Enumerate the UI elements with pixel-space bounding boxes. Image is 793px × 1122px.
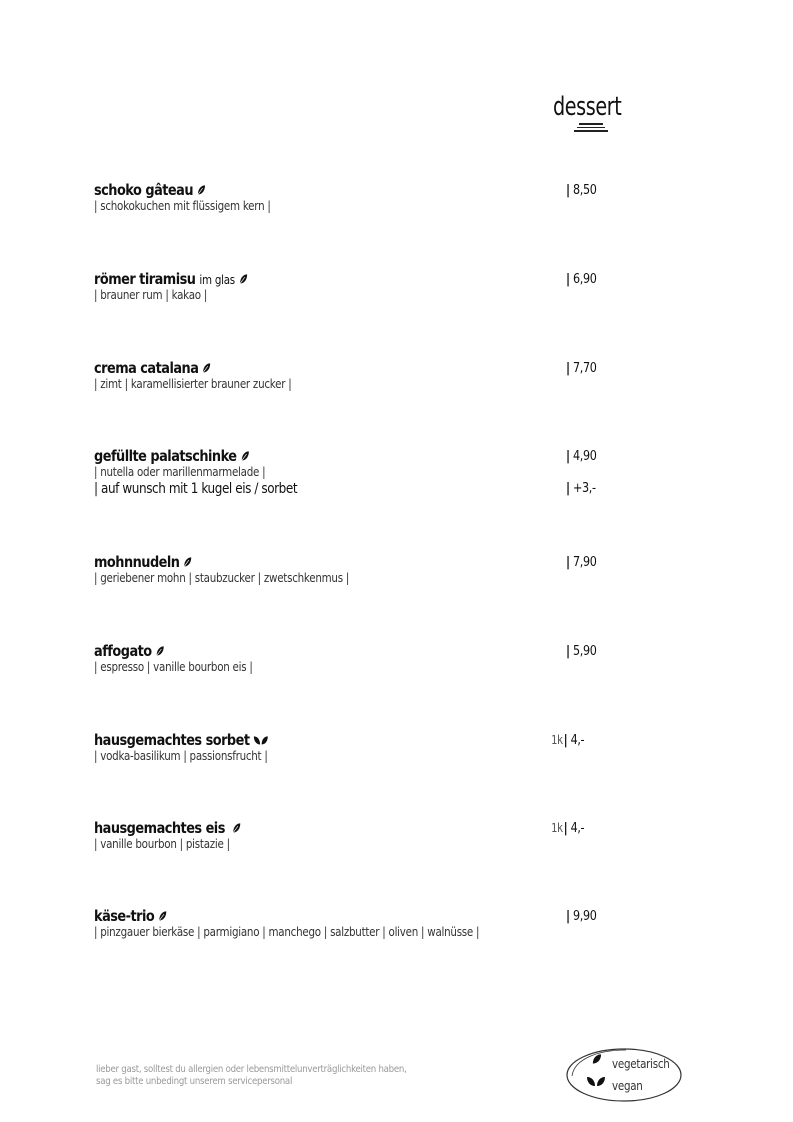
item-price: | 6,90 [566,272,597,287]
menu-item [94,907,614,940]
menu-item [94,553,614,586]
item-price: | 4,90 [566,449,597,464]
item-description: | espresso | vanille bourbon eis | [94,660,253,674]
vegetarian-leaf-icon [240,450,249,462]
item-price: | 9,90 [566,909,597,924]
item-description: | pinzgauer bierkäse | parmigiano | manchego | salzbutter | oliven | walnüsse | [94,925,480,939]
item-description: | geriebener mohn | staubzucker | zwetschkenmus | [94,571,350,585]
menu-item [94,731,614,764]
legend-vegan-label: vegan [612,1079,643,1093]
legend-oval [566,1046,682,1102]
item-price: 1k| 4,- [551,821,585,836]
vegetarian-leaf-icon [183,556,192,568]
item-name: hausgemachtes sorbet [94,731,250,749]
item-name: hausgemachtes eis [94,819,225,837]
item-name: gefüllte palatschinke [94,447,237,465]
menu-item [94,819,614,852]
item-price: | 7,90 [566,555,597,570]
menu-item [94,270,614,303]
item-price: | 5,90 [566,644,597,659]
item-name: affogato [94,642,152,660]
item-name: käse-trio [94,907,155,925]
item-description: | vodka-basilikum | passionsfrucht | [94,749,268,763]
diet-legend [566,1046,682,1102]
vegan-leaves-icon [253,734,268,746]
item-price: 1k| 4,- [551,733,585,748]
item-price: | 7,70 [566,361,597,376]
menu-item [94,447,614,498]
item-name: mohnnudeln [94,553,180,571]
item-note: im glas [199,273,235,287]
item-description: | zimt | karamellisierter brauner zucker | [94,377,292,391]
vegetarian-leaf-icon [232,822,241,834]
item-name: römer tiramisu [94,270,196,288]
vegetarian-leaf-icon [196,184,205,196]
vegetarian-leaf-icon [158,910,167,922]
item-description: | vanille bourbon | pistazie | [94,837,230,851]
vegetarian-leaf-icon [202,362,211,374]
page-title: dessert [553,92,622,122]
allergy-note: lieber gast, solltest du allergien oder lebensmittelunverträglichkeiten haben, sag es bitte unbedingt unserem servicepersonal [96,1064,407,1087]
vegetarian-leaf-icon [591,1053,602,1065]
item-description: | brauner rum | kakao | [94,288,208,302]
menu-item [94,642,614,675]
legend-vegetarian-label: vegetarisch [612,1057,670,1071]
item-name: crema catalana [94,359,199,377]
item-price: | 8,50 [566,183,597,198]
vegetarian-leaf-icon [238,273,247,285]
item-name: schoko gâteau [94,181,193,199]
item-description: | nutella oder marillenmarmelade | [94,465,266,479]
menu-item [94,359,614,392]
item-description: | schokokuchen mit flüssigem kern | [94,199,271,213]
vegan-leaves-icon [586,1075,606,1087]
item-extra-option: | auf wunsch mit 1 kugel eis / sorbet [94,481,298,497]
title-underline [574,123,608,134]
vegetarian-leaf-icon [155,645,164,657]
menu-item [94,181,614,214]
item-extra-price: | +3,- [566,481,596,496]
